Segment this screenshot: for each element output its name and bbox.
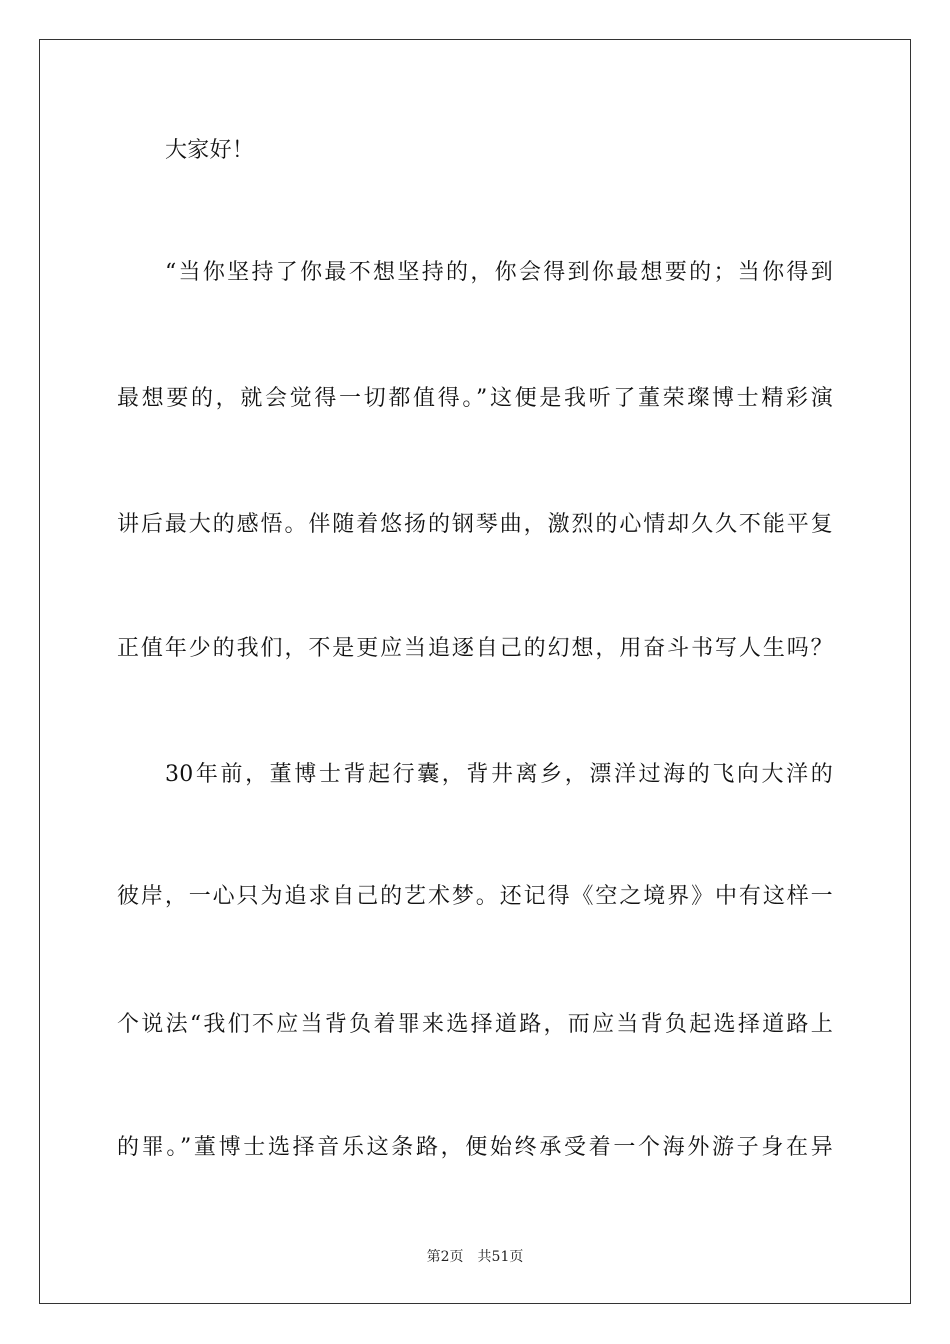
body-line-7: 个说法“我们不应当背负着罪来选择道路，而应当背负起选择道路上: [117, 1012, 833, 1037]
body-line-3: 讲后最大的感悟。伴随着悠扬的钢琴曲，激烈的心情却久久不能平复: [117, 512, 833, 537]
greeting-line: 大家好！: [165, 138, 255, 163]
page-total: 共51页: [477, 1249, 524, 1265]
page-number: 第2页: [426, 1249, 464, 1265]
body-line-2: 最想要的，就会觉得一切都值得。”这便是我听了董荣璨博士精彩演: [117, 386, 833, 411]
page-frame: [39, 39, 911, 1304]
body-line-4: 正值年少的我们，不是更应当追逐自己的幻想，用奋斗书写人生吗？: [117, 636, 833, 661]
body-line-6: 彼岸，一心只为追求自己的艺术梦。还记得《空之境界》中有这样一: [117, 884, 833, 909]
body-line-8: 的罪。”董博士选择音乐这条路，便始终承受着一个海外游子身在异: [117, 1135, 833, 1160]
body-line-1: “当你坚持了你最不想坚持的，你会得到你最想要的；当你得到: [165, 260, 833, 285]
page-footer: [0, 1247, 950, 1267]
body-line-5: 30年前，董博士背起行囊，背井离乡，漂洋过海的飞向大洋的: [165, 762, 833, 787]
